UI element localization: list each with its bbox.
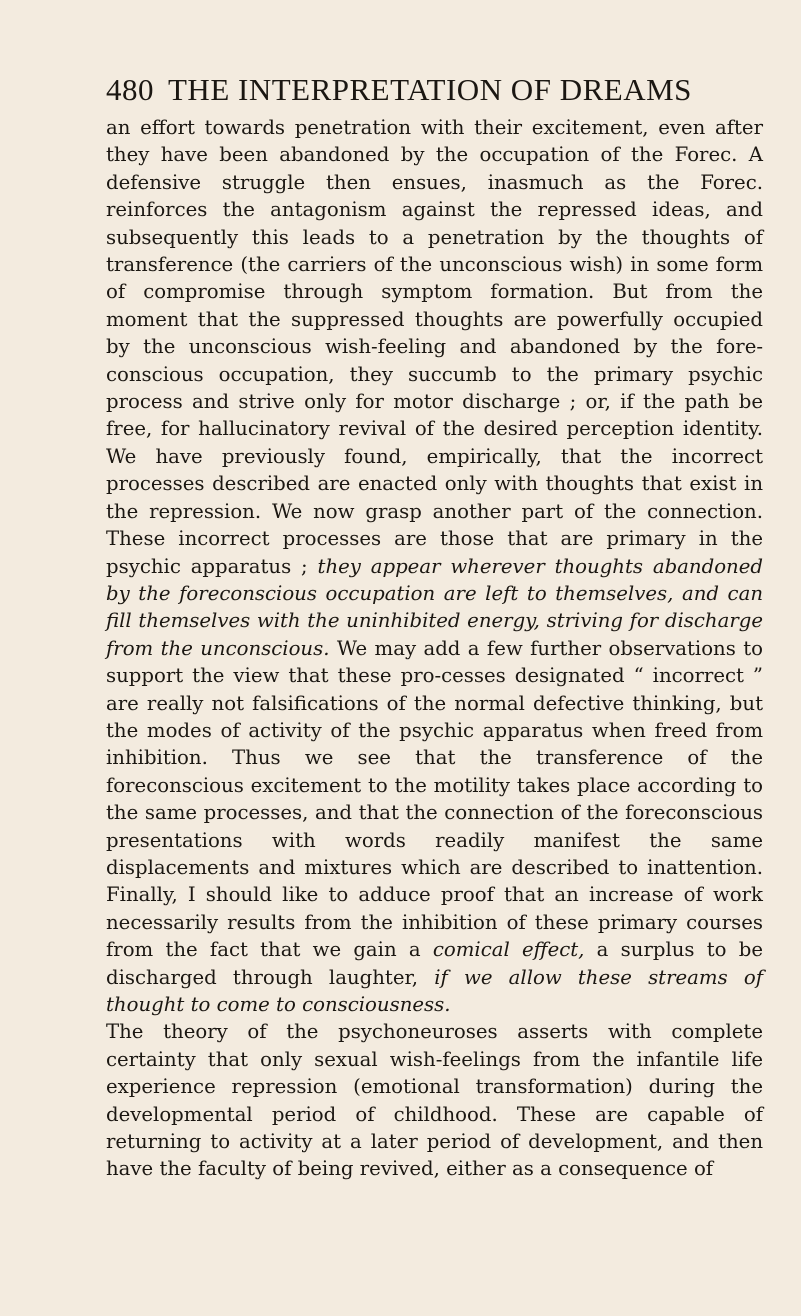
running-head — [106, 70, 763, 110]
running-title: THE INTERPRETATION OF DREAMS — [168, 72, 692, 107]
text-segment: We may add a few further observations to support the view that these pro-cesses designated “ incorrect ” are really not falsifications of the normal defective thinking, but the modes of activity of the psychic apparatus when freed from inhibition. Thus we see that the transference of the foreconscious excitement to the motility takes place according to the same processes, and that the connection of the foreconscious presentations with words readily manifest the same displacements and mixtures which are described to inattention. Finally, I should like to adduce proof that an increase of work necessarily results from the inhibition of these primary courses from the fact that we gain a — [106, 636, 763, 962]
italic-segment: if we allow these streams of thought to come to consciousness. — [106, 965, 763, 1016]
body-text — [106, 114, 763, 1183]
text-segment: The theory of the psychoneuroses asserts with complete certainty that only sexual wish-feelings from the infantile life experience repression (emotional transformation) during the developmental period of childhood. These are capable of returning to activity at a later period of development, and then have the faculty of being revived, either as a consequence of — [106, 1020, 763, 1181]
text-segment: an effort towards penetration with their excitement, even after they have been abandoned by the occupation of the Forec. A defensive struggle then ensues, inasmuch as the Forec. reinforces the antagonism against the repressed ideas, and subsequently this leads to a penetration by the thoughts of transference (the carriers of the unconscious wish) in some form of compromise through symptom formation. But from the moment that the suppressed thoughts are powerfully occupied by the unconscious wish-feeling and abandoned by the fore-conscious occupation, they succumb to the primary psychic process and strive only for motor discharge ; or, if the path be free, for hallucinatory revival of the desired perception identity. We have previously found, empirically, that the incorrect processes described are enacted only with thoughts that exist in the repression. We now grasp another part of the connection. These incorrect processes are those that are primary in the psychic apparatus ; — [106, 116, 763, 578]
paragraph-2 — [106, 1018, 763, 1182]
italic-segment: comical effect, — [432, 938, 585, 962]
text-segment: a surplus to be discharged through laughter, — [106, 938, 764, 989]
page-number: 480 — [106, 72, 154, 107]
paragraph-1 — [106, 114, 763, 1018]
italic-segment: they appear wherever thoughts abandoned by the foreconscious occupation are left to themselves, and can fill themselves with the uninhibited energy, striving for discharge from the unconscious. — [106, 554, 763, 660]
